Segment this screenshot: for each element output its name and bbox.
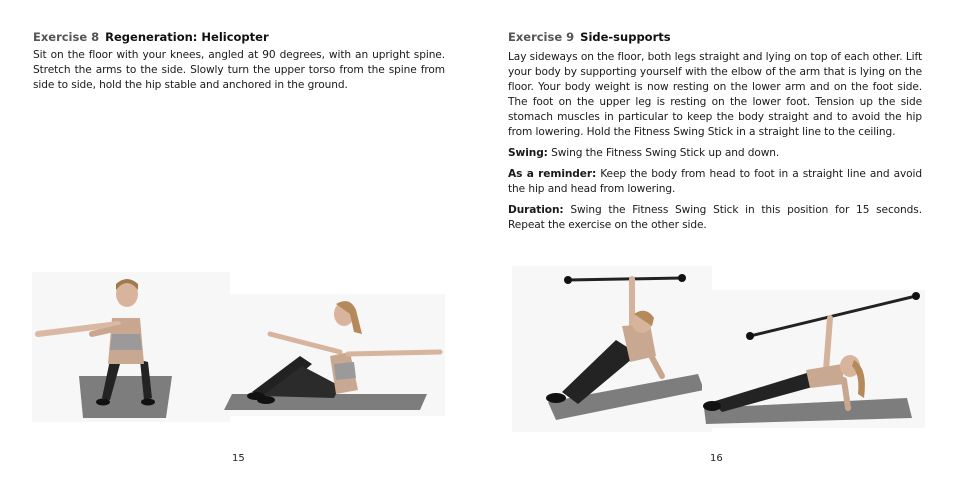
exercise-number: Exercise 8 (33, 30, 100, 44)
helicopter-side-photo (222, 294, 445, 416)
reminder-paragraph (508, 167, 922, 197)
page-number: 16 (710, 453, 723, 464)
duration-label: Duration: (508, 204, 564, 216)
exercise-number: Exercise 9 (508, 30, 575, 44)
helicopter-front-photo (32, 272, 230, 422)
duration-text: Swing the Fitness Swing Stick in this position for 15 seconds. Repeat the exercise on the other side. (508, 204, 922, 231)
exercise-description (33, 48, 445, 99)
swing-text: Swing the Fitness Swing Stick up and down. (551, 147, 780, 159)
reminder-text: Keep the body from head to foot in a straight line and avoid the hip and head from lowering. (508, 168, 922, 195)
description-paragraph: Lay sideways on the floor, both legs straight and lying on top of each other. Lift your body by supporting yourself with the elbow of the arm that is lying on the floor. Your body weight is now resting on the lower arm and on the foot side. The foot on the upper leg is resting on the lower foot. Tension up the side stomach muscles in particular to keep the body straight and to avoid the hip from lowering. Hold the Fitness Swing Stick in a straight line to the ceiling. (508, 51, 922, 138)
duration-paragraph (508, 203, 922, 233)
page-number: 15 (232, 453, 245, 464)
side-support-photo-1 (512, 266, 712, 432)
swing-label: Swing: (508, 147, 548, 159)
description-paragraph: Sit on the floor with your knees, angled at 90 degrees, with an upright spine. Stretch the arms to the side. Slowly turn the upper torso from the spine from side to side, hold the hip stable and anchored in the ground. (33, 49, 445, 91)
exercise-heading (508, 30, 671, 44)
exercise-title: Regeneration: Helicopter (105, 30, 269, 44)
exercise-title: Side-supports (580, 30, 671, 44)
side-support-photo-2 (702, 290, 925, 428)
reminder-label: As a reminder: (508, 168, 597, 180)
exercise-instructions (508, 50, 922, 239)
swing-paragraph (508, 146, 922, 161)
exercise-heading (33, 30, 269, 44)
right-page (477, 0, 954, 477)
